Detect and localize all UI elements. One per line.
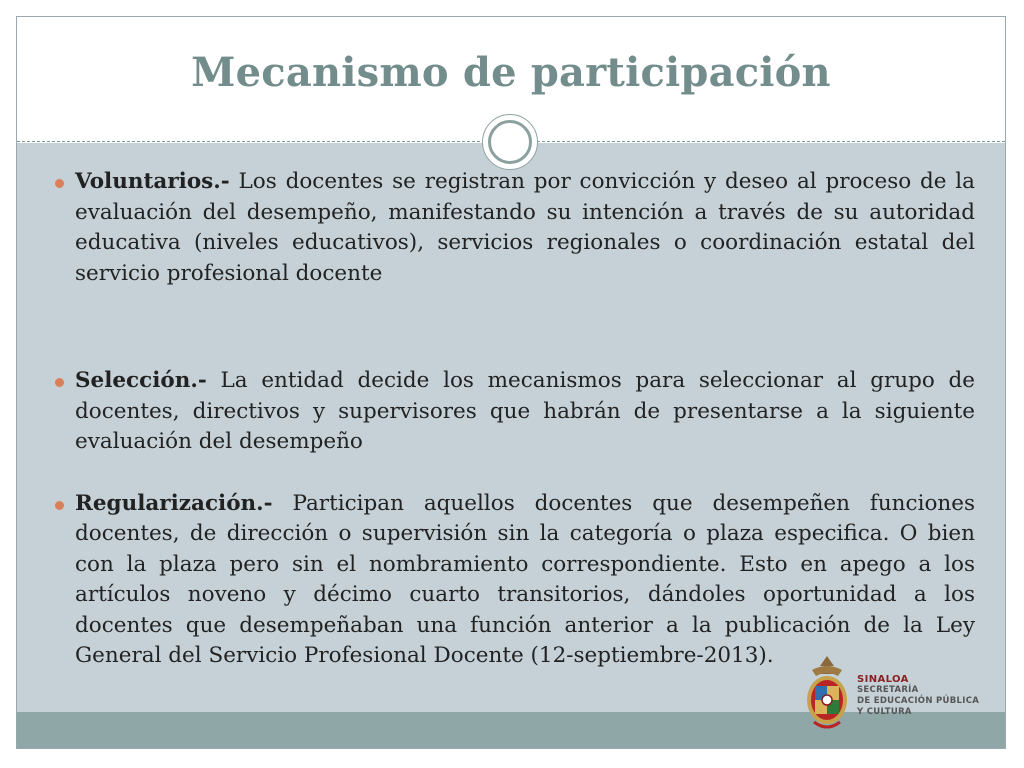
circle-ornament-icon [482, 114, 538, 170]
bullet-item-regularizacion [55, 489, 975, 672]
logo-line-sinaloa: SINALOA [857, 674, 909, 685]
coat-of-arms-icon [800, 654, 854, 734]
bullet-text: Participan aquellos docentes que desempeñen funciones docentes, de dirección o supervisión sin la categoría o plaza especifica. O bien con la plaza pero sin el nombramiento correspondiente. Esto en apego a los artículos noveno y décimo cuarto transitorios, dándoles oportunidad a los docentes que desempeñaban una función anterior a la publicación de la Ley General del Servicio Profesional Docente (12-septiembre-2013). [75, 490, 975, 668]
bullet-dot-icon [55, 179, 64, 188]
bullet-text: La entidad decide los mecanismos para seleccionar al grupo de docentes, directivos y supervisores que habrán de presentarse a la siguiente evaluación del desempeño [75, 368, 975, 454]
logo-line-secretaria: SECRETARÍA [857, 685, 919, 695]
bullet-term: Regularización.- [75, 490, 273, 516]
logo-text [857, 674, 979, 718]
logo-line-cultura: Y CULTURA [857, 707, 912, 717]
circle-ornament-inner [488, 120, 532, 164]
bullet-item-seleccion [55, 366, 975, 458]
bullet-dot-icon [55, 501, 64, 510]
bullet-item-voluntarios [55, 167, 975, 289]
bullet-dot-icon [55, 378, 64, 387]
bullet-text: Los docentes se registran por convicción y deseo al proceso de la evaluación del desempeño, manifestando su intención a través de su autoridad educativa (niveles educativos), servicios regionales o coordinación estatal del servicio profesional docente [75, 169, 975, 286]
logo-line-educacion: DE EDUCACIÓN PÚBLICA [857, 696, 980, 706]
bullet-list [55, 167, 975, 672]
bullet-term: Selección.- [75, 368, 207, 393]
slide [16, 16, 1006, 749]
slide-title: Mecanismo de participación [191, 49, 831, 96]
bullet-term: Voluntarios.- [75, 169, 230, 194]
sinaloa-sepyc-logo [800, 654, 1000, 734]
